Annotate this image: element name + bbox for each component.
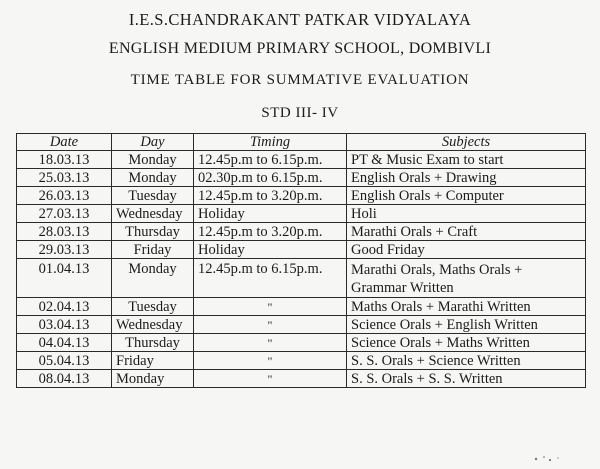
day-cell: Thursday bbox=[112, 334, 194, 352]
subjects-cell: Maths Orals + Marathi Written bbox=[347, 298, 586, 316]
timing-cell: 12.45p.m to 6.15p.m. bbox=[194, 259, 347, 298]
school-medium: ENGLISH MEDIUM PRIMARY SCHOOL, DOMBIVLI bbox=[108, 40, 492, 57]
table-row bbox=[17, 370, 586, 388]
day-cell: Tuesday bbox=[112, 187, 194, 205]
timing-cell: 12.45p.m to 3.20p.m. bbox=[194, 223, 347, 241]
timing-cell: " bbox=[194, 316, 347, 334]
table-row bbox=[17, 316, 586, 334]
column-header-subjects: Subjects bbox=[347, 134, 586, 151]
day-cell: Wednesday bbox=[112, 205, 194, 223]
timing-cell: " bbox=[194, 334, 347, 352]
table-row bbox=[17, 151, 586, 169]
table-row bbox=[17, 334, 586, 352]
column-header-date: Date bbox=[17, 134, 112, 151]
subjects-cell: English Orals + Computer bbox=[347, 187, 586, 205]
date-cell: 18.03.13 bbox=[17, 151, 112, 169]
timing-cell: 12.45p.m to 3.20p.m. bbox=[194, 187, 347, 205]
date-cell: 05.04.13 bbox=[17, 352, 112, 370]
table-row bbox=[17, 259, 586, 298]
date-cell: 08.04.13 bbox=[17, 370, 112, 388]
table-row bbox=[17, 241, 586, 259]
timetable bbox=[16, 133, 586, 388]
day-cell: Friday bbox=[112, 352, 194, 370]
subjects-cell: Science Orals + Maths Written bbox=[347, 334, 586, 352]
table-header-row bbox=[17, 134, 586, 151]
date-cell: 26.03.13 bbox=[17, 187, 112, 205]
timing-cell: 02.30p.m to 6.15p.m. bbox=[194, 169, 347, 187]
column-header-timing: Timing bbox=[194, 134, 347, 151]
table-row bbox=[17, 223, 586, 241]
date-cell: 25.03.13 bbox=[17, 169, 112, 187]
subjects-cell: Marathi Orals, Maths Orals + Grammar Written bbox=[347, 259, 586, 298]
timing-cell: " bbox=[194, 370, 347, 388]
table-row bbox=[17, 187, 586, 205]
day-cell: Friday bbox=[112, 241, 194, 259]
timing-cell: " bbox=[194, 298, 347, 316]
day-cell: Monday bbox=[112, 169, 194, 187]
day-cell: Monday bbox=[112, 370, 194, 388]
subjects-cell: PT & Music Exam to start bbox=[347, 151, 586, 169]
standard-label: STD III- IV bbox=[261, 105, 339, 121]
date-cell: 03.04.13 bbox=[17, 316, 112, 334]
date-cell: 02.04.13 bbox=[17, 298, 112, 316]
timing-cell: 12.45p.m to 6.15p.m. bbox=[194, 151, 347, 169]
table-row bbox=[17, 352, 586, 370]
scan-speck-mark bbox=[530, 453, 570, 463]
table-row bbox=[17, 169, 586, 187]
subjects-cell: Science Orals + English Written bbox=[347, 316, 586, 334]
timing-cell: Holiday bbox=[194, 205, 347, 223]
day-cell: Thursday bbox=[112, 223, 194, 241]
document-title: TIME TABLE FOR SUMMATIVE EVALUATION bbox=[130, 72, 470, 88]
column-header-day: Day bbox=[112, 134, 194, 151]
day-cell: Tuesday bbox=[112, 298, 194, 316]
subjects-cell: English Orals + Drawing bbox=[347, 169, 586, 187]
date-cell: 29.03.13 bbox=[17, 241, 112, 259]
timing-cell: " bbox=[194, 352, 347, 370]
date-cell: 04.04.13 bbox=[17, 334, 112, 352]
subjects-cell: S. S. Orals + Science Written bbox=[347, 352, 586, 370]
subjects-cell: Marathi Orals + Craft bbox=[347, 223, 586, 241]
subjects-cell: Holi bbox=[347, 205, 586, 223]
day-cell: Monday bbox=[112, 151, 194, 169]
date-cell: 28.03.13 bbox=[17, 223, 112, 241]
table-row bbox=[17, 298, 586, 316]
day-cell: Monday bbox=[112, 259, 194, 298]
subjects-cell: S. S. Orals + S. S. Written bbox=[347, 370, 586, 388]
date-cell: 27.03.13 bbox=[17, 205, 112, 223]
school-name: I.E.S.CHANDRAKANT PATKAR VIDYALAYA bbox=[128, 10, 472, 29]
date-cell: 01.04.13 bbox=[17, 259, 112, 298]
table-row bbox=[17, 205, 586, 223]
day-cell: Wednesday bbox=[112, 316, 194, 334]
subjects-cell: Good Friday bbox=[347, 241, 586, 259]
timing-cell: Holiday bbox=[194, 241, 347, 259]
